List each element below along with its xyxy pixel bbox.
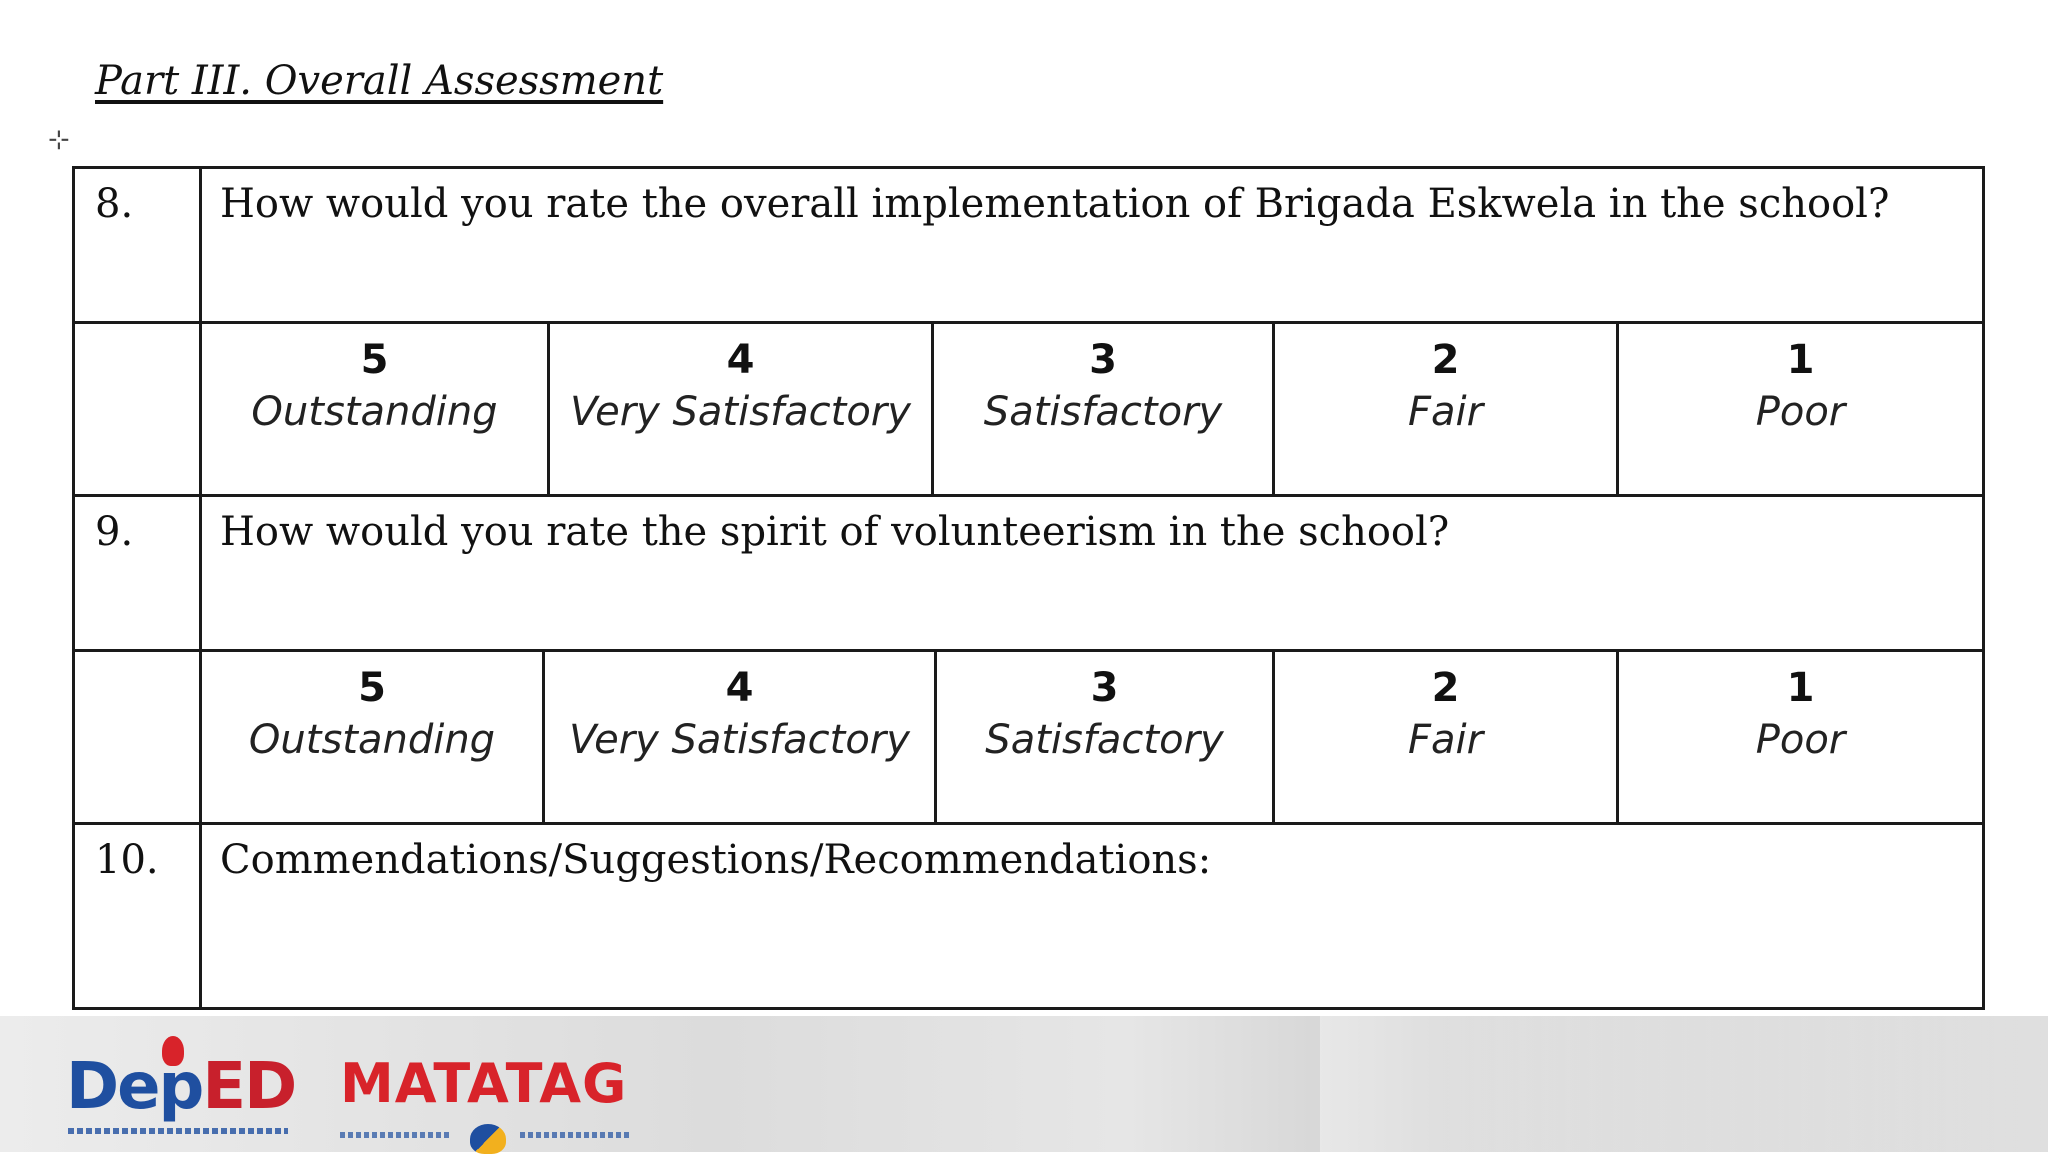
question-number: 8. [74,168,201,323]
rating-scale [201,323,1984,496]
rating-value: 5 [358,665,386,711]
rating-scale [201,651,1984,824]
empty-cell [74,651,201,824]
rating-label: Poor [1755,389,1846,435]
rating-option-3[interactable] [931,324,1272,494]
rating-label: Fair [1407,717,1484,763]
rating-option-1[interactable] [1616,324,1982,494]
rating-label: Outstanding [251,389,498,435]
rating-value: 2 [1431,665,1460,711]
rating-label: Very Satisfactory [569,717,910,763]
table-move-handle-icon[interactable]: ⊹ [48,125,70,155]
rating-option-2[interactable] [1272,324,1616,494]
rating-option-5[interactable] [202,324,547,494]
question-number: 9. [74,496,201,651]
rating-value: 1 [1786,665,1815,711]
rating-value: 1 [1786,337,1815,383]
section-title: Part III. Overall Assessment [95,58,664,104]
rating-option-3[interactable] [934,652,1272,822]
question-text: How would you rate the overall implementation of Brigada Eskwela in the school? [201,168,1984,323]
matatag-tagline-right [520,1132,630,1138]
footer-banner [0,1016,2048,1152]
deped-logo-subtitle [68,1128,288,1134]
rating-value: 4 [726,337,755,383]
question-row-9 [74,496,1984,651]
question-row-8 [74,168,1984,323]
rating-label: Fair [1407,389,1484,435]
comments-field[interactable] [201,824,1984,1009]
rating-option-2[interactable] [1272,652,1616,822]
heart-icon [470,1124,506,1154]
deped-logo-wordmark: DepED [66,1050,296,1124]
rating-label: Satisfactory [985,717,1224,763]
question-text: Commendations/Suggestions/Recommendations: [220,837,1212,883]
rating-label: Satisfactory [983,389,1223,435]
footer-background-photo [1320,1016,2048,1152]
rating-option-4[interactable] [542,652,934,822]
rating-value: 3 [1089,337,1117,383]
question-row-10 [74,824,1984,1009]
question-number: 10. [74,824,201,1009]
rating-value: 4 [725,665,754,711]
rating-label: Poor [1755,717,1846,763]
rating-scale-row-9 [74,651,1984,824]
empty-cell [74,323,201,496]
rating-label: Outstanding [248,717,496,763]
matatag-logo-wordmark: MATATAG [340,1052,628,1115]
deped-logo [66,1036,306,1146]
rating-option-4[interactable] [547,324,931,494]
rating-option-5[interactable] [202,652,542,822]
rating-label: Very Satisfactory [570,389,911,435]
matatag-logo [340,1046,640,1146]
assessment-table [72,166,1985,1010]
rating-value: 3 [1090,665,1119,711]
rating-value: 5 [360,337,389,383]
matatag-tagline-left [340,1132,450,1138]
rating-option-1[interactable] [1616,652,1982,822]
rating-scale-row-8 [74,323,1984,496]
rating-value: 2 [1431,337,1460,383]
question-text: How would you rate the spirit of volunteerism in the school? [201,496,1984,651]
